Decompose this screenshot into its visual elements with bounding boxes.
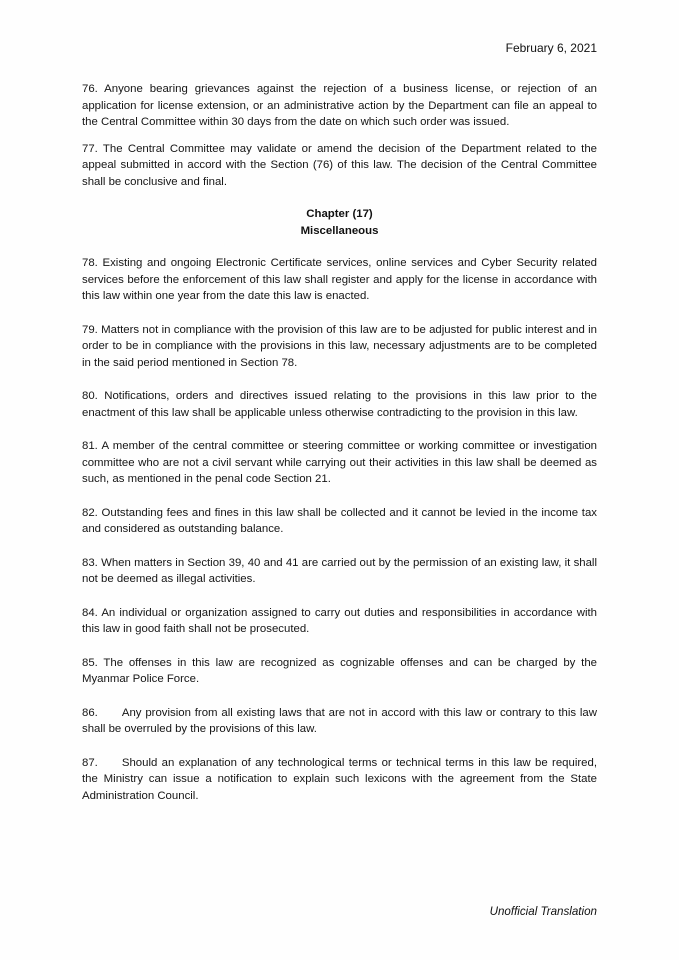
section-85: 85. The offenses in this law are recognized as cognizable offenses and can be charged by the Myanmar Police Force. [82, 656, 597, 685]
section-86-text: Any provision from all existing laws that are not in accord with this law or contrary to this law shall be overruled by the provisions of this law. [82, 706, 597, 735]
section-87 [82, 755, 597, 805]
section-86-number: 86. [82, 706, 98, 719]
section-79: 79. Matters not in compliance with the provision of this law are to be adjusted for public interest and in order to be in compliance with the provisions in this law, necessary adjustments are to be completed in the said period mentioned in Section 78. [82, 323, 597, 369]
section-82: 82. Outstanding fees and fines in this law shall be collected and it cannot be levied in the income tax and considered as outstanding balance. [82, 506, 597, 535]
chapter-title: Miscellaneous [300, 224, 379, 237]
chapter-number: Chapter (17) [306, 208, 373, 220]
section-84: 84. An individual or organization assigned to carry out duties and responsibilities in accordance with this law in good faith shall not be prosecuted. [82, 606, 597, 635]
section-87-number: 87. [82, 756, 98, 769]
section-76: 76. Anyone bearing grievances against the rejection of a business license, or rejection of an application for license extension, or an administrative action by the Department can file an appeal to the Central Committee within 30 days from the date on which such order was issued. [82, 83, 597, 128]
chapter-heading [82, 206, 597, 239]
document-body [82, 81, 597, 804]
section-83: 83. When matters in Section 39, 40 and 41 are carried out by the permission of an existing law, it shall not be deemed as illegal activities. [82, 556, 597, 585]
section-86 [82, 705, 597, 738]
section-78: 78. Existing and ongoing Electronic Certificate services, online services and Cyber Security related services before the enforcement of this law shall register and apply for the license in accordance with this law within one year from the date this law is enacted. [82, 257, 597, 302]
document-date: February 6, 2021 [505, 41, 597, 55]
footer-note: Unofficial Translation [489, 905, 597, 918]
section-80: 80. Notifications, orders and directives issued relating to the provisions in this law prior to the enactment of this law shall be applicable unless otherwise contradicting to the provision in this law. [82, 390, 597, 419]
section-87-text: Should an explanation of any technological terms or technical terms in this law be required, the Ministry can issue a notification to explain such lexicons with the agreement from the State Administration Council. [82, 756, 597, 802]
section-81: 81. A member of the central committee or steering committee or working committee or investigation committee who are not a civil servant while carrying out their activities in this law shall be deemed as such, as mentioned in the penal code Section 21. [82, 440, 597, 485]
section-77: 77. The Central Committee may validate or amend the decision of the Department related to the appeal submitted in accord with the Section (76) of this law. The decision of the Central Committee shall be conclusive and final. [82, 142, 597, 188]
